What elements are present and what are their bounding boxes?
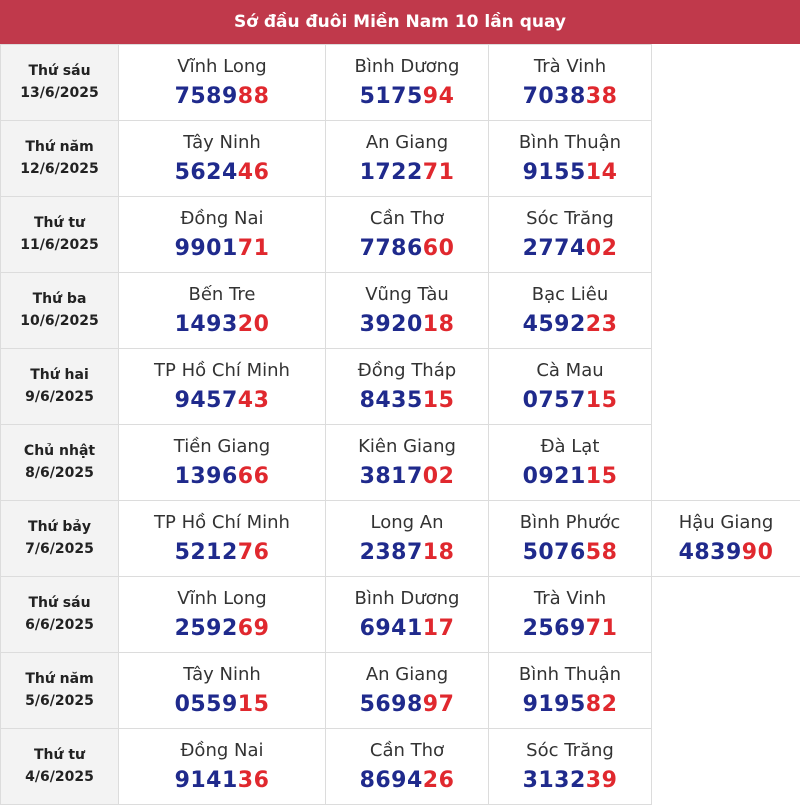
number-tail-digits: 02	[422, 463, 455, 489]
province-result-cell	[326, 349, 489, 425]
number-tail-digits: 15	[237, 691, 270, 717]
winning-number	[326, 385, 488, 417]
province-result-cell	[326, 425, 489, 501]
winning-number	[489, 689, 651, 721]
winning-number	[489, 765, 651, 797]
winning-number	[326, 461, 488, 493]
weekday-label: Thứ tư	[33, 746, 86, 763]
draw-date-cell	[1, 45, 119, 121]
winning-number	[326, 765, 488, 797]
draw-date-cell	[1, 197, 119, 273]
number-tail-digits: 82	[585, 691, 618, 717]
winning-number	[119, 765, 325, 797]
empty-cell	[652, 425, 800, 501]
number-head-digits: 0921	[522, 463, 586, 489]
province-name: Trà Vinh	[533, 587, 607, 609]
weekday-label: Thứ sáu	[28, 62, 91, 79]
empty-cell	[652, 577, 800, 653]
number-tail-digits: 39	[585, 767, 618, 793]
province-name: Vĩnh Long	[177, 587, 267, 609]
table-title-bar	[0, 0, 800, 44]
number-head-digits: 6941	[359, 615, 423, 641]
province-result-cell	[119, 729, 326, 805]
number-tail-digits: 15	[585, 463, 618, 489]
number-head-digits: 4839	[678, 539, 742, 565]
number-tail-digits: 88	[237, 83, 270, 109]
number-head-digits: 1722	[359, 159, 423, 185]
number-tail-digits: 36	[237, 767, 270, 793]
number-tail-digits: 18	[422, 539, 455, 565]
draw-date: 13/6/2025	[20, 84, 99, 101]
number-tail-digits: 76	[237, 539, 270, 565]
province-result-cell	[489, 121, 652, 197]
page-title: Sớ đầu đuôi Miền Nam 10 lần quay	[233, 12, 567, 32]
table-row	[1, 729, 800, 805]
province-name: Bình Thuận	[518, 131, 622, 153]
winning-number	[119, 309, 325, 341]
draw-date-cell	[1, 121, 119, 197]
winning-number	[489, 157, 651, 189]
number-tail-digits: 15	[585, 387, 618, 413]
number-tail-digits: 20	[237, 311, 270, 337]
province-name: Trà Vinh	[533, 55, 607, 77]
winning-number	[326, 157, 488, 189]
number-tail-digits: 94	[422, 83, 455, 109]
weekday-label: Thứ năm	[25, 138, 94, 155]
province-result-cell	[326, 121, 489, 197]
number-head-digits: 3920	[359, 311, 423, 337]
draw-date: 10/6/2025	[20, 312, 99, 329]
number-tail-digits: 26	[422, 767, 455, 793]
number-head-digits: 8694	[359, 767, 423, 793]
number-head-digits: 5076	[522, 539, 586, 565]
province-name: Tiền Giang	[173, 435, 271, 457]
number-tail-digits: 15	[422, 387, 455, 413]
number-tail-digits: 43	[237, 387, 270, 413]
number-tail-digits: 58	[585, 539, 618, 565]
number-head-digits: 5175	[359, 83, 423, 109]
province-name: Cần Thơ	[369, 739, 445, 761]
empty-cell	[652, 273, 800, 349]
number-head-digits: 7589	[174, 83, 238, 109]
winning-number	[326, 689, 488, 721]
province-result-cell	[326, 197, 489, 273]
province-result-cell	[489, 501, 652, 577]
draw-date: 11/6/2025	[20, 236, 99, 253]
number-head-digits: 5698	[359, 691, 423, 717]
province-name: Tây Ninh	[183, 663, 261, 685]
draw-date: 6/6/2025	[25, 616, 94, 633]
province-name: Kiên Giang	[358, 435, 456, 457]
winning-number	[326, 309, 488, 341]
winning-number	[119, 81, 325, 113]
province-name: Long An	[370, 511, 444, 533]
weekday-label: Thứ năm	[25, 670, 94, 687]
province-result-cell	[652, 501, 800, 577]
province-name: Bình Thuận	[518, 663, 622, 685]
winning-number	[119, 461, 325, 493]
draw-date: 9/6/2025	[25, 388, 94, 405]
draw-date: 7/6/2025	[25, 540, 94, 557]
winning-number	[119, 537, 325, 569]
winning-number	[489, 461, 651, 493]
province-name: Cà Mau	[536, 359, 604, 381]
winning-number	[326, 613, 488, 645]
number-head-digits: 2774	[522, 235, 586, 261]
province-result-cell	[326, 653, 489, 729]
province-name: An Giang	[365, 131, 449, 153]
draw-date: 5/6/2025	[25, 692, 94, 709]
number-tail-digits: 97	[422, 691, 455, 717]
number-tail-digits: 18	[422, 311, 455, 337]
empty-cell	[652, 45, 800, 121]
winning-number	[119, 385, 325, 417]
province-result-cell	[489, 653, 652, 729]
province-name: Vũng Tàu	[365, 283, 449, 305]
number-head-digits: 9195	[522, 691, 586, 717]
province-result-cell	[489, 273, 652, 349]
winning-number	[119, 233, 325, 265]
weekday-label: Thứ bảy	[28, 518, 91, 535]
draw-date: 4/6/2025	[25, 768, 94, 785]
number-head-digits: 1396	[174, 463, 238, 489]
winning-number	[489, 81, 651, 113]
province-name: Bình Dương	[354, 587, 460, 609]
province-result-cell	[326, 501, 489, 577]
number-tail-digits: 46	[237, 159, 270, 185]
number-head-digits: 1493	[174, 311, 238, 337]
winning-number	[489, 233, 651, 265]
number-head-digits: 3817	[359, 463, 423, 489]
table-row	[1, 121, 800, 197]
winning-number	[119, 689, 325, 721]
winning-number	[489, 613, 651, 645]
number-tail-digits: 90	[741, 539, 774, 565]
draw-date: 8/6/2025	[25, 464, 94, 481]
number-tail-digits: 66	[237, 463, 270, 489]
province-result-cell	[119, 577, 326, 653]
number-head-digits: 3132	[522, 767, 586, 793]
results-table-body	[1, 45, 800, 805]
province-name: Bình Dương	[354, 55, 460, 77]
province-name: Sóc Trăng	[526, 739, 614, 761]
province-result-cell	[326, 45, 489, 121]
province-result-cell	[489, 45, 652, 121]
province-result-cell	[119, 121, 326, 197]
weekday-label: Thứ hai	[30, 366, 89, 383]
province-name: Đồng Nai	[180, 207, 264, 229]
table-row	[1, 45, 800, 121]
number-tail-digits: 71	[422, 159, 455, 185]
number-head-digits: 0559	[174, 691, 238, 717]
table-row	[1, 273, 800, 349]
province-result-cell	[119, 45, 326, 121]
winning-number	[119, 613, 325, 645]
weekday-label: Thứ ba	[32, 290, 87, 307]
number-tail-digits: 60	[422, 235, 455, 261]
draw-date-cell	[1, 425, 119, 501]
draw-date-cell	[1, 273, 119, 349]
number-head-digits: 5212	[174, 539, 238, 565]
number-head-digits: 2592	[174, 615, 238, 641]
winning-number	[119, 157, 325, 189]
number-head-digits: 4592	[522, 311, 586, 337]
table-row	[1, 197, 800, 273]
province-result-cell	[119, 273, 326, 349]
number-tail-digits: 17	[422, 615, 455, 641]
number-tail-digits: 23	[585, 311, 618, 337]
province-result-cell	[119, 349, 326, 425]
empty-cell	[652, 653, 800, 729]
weekday-label: Chủ nhật	[23, 442, 96, 459]
province-name: Hậu Giang	[678, 511, 774, 533]
province-name: Đà Lạt	[540, 435, 600, 457]
province-name: TP Hồ Chí Minh	[154, 511, 290, 533]
number-head-digits: 7786	[359, 235, 423, 261]
winning-number	[326, 233, 488, 265]
winning-number	[326, 81, 488, 113]
number-head-digits: 9141	[174, 767, 238, 793]
lottery-results-table	[0, 44, 800, 805]
province-result-cell	[489, 577, 652, 653]
province-name: Tây Ninh	[183, 131, 261, 153]
winning-number	[652, 537, 800, 569]
empty-cell	[652, 121, 800, 197]
number-tail-digits: 69	[237, 615, 270, 641]
province-result-cell	[489, 729, 652, 805]
number-head-digits: 2569	[522, 615, 586, 641]
table-row	[1, 577, 800, 653]
winning-number	[489, 385, 651, 417]
table-row	[1, 425, 800, 501]
province-result-cell	[489, 197, 652, 273]
number-tail-digits: 02	[585, 235, 618, 261]
province-result-cell	[326, 577, 489, 653]
weekday-label: Thứ tư	[33, 214, 86, 231]
draw-date-cell	[1, 501, 119, 577]
province-name: Bến Tre	[188, 283, 256, 305]
province-result-cell	[119, 501, 326, 577]
province-name: TP Hồ Chí Minh	[154, 359, 290, 381]
winning-number	[326, 537, 488, 569]
number-head-digits: 2387	[359, 539, 423, 565]
number-head-digits: 9457	[174, 387, 238, 413]
number-head-digits: 5624	[174, 159, 238, 185]
province-name: Đồng Nai	[180, 739, 264, 761]
province-name: An Giang	[365, 663, 449, 685]
number-tail-digits: 14	[585, 159, 618, 185]
table-row	[1, 349, 800, 425]
number-head-digits: 9901	[174, 235, 238, 261]
draw-date-cell	[1, 729, 119, 805]
province-result-cell	[326, 729, 489, 805]
empty-cell	[652, 729, 800, 805]
draw-date-cell	[1, 653, 119, 729]
draw-date: 12/6/2025	[20, 160, 99, 177]
province-result-cell	[119, 425, 326, 501]
number-tail-digits: 38	[585, 83, 618, 109]
weekday-label: Thứ sáu	[28, 594, 91, 611]
number-head-digits: 7038	[522, 83, 586, 109]
draw-date-cell	[1, 349, 119, 425]
empty-cell	[652, 349, 800, 425]
province-name: Bình Phước	[519, 511, 621, 533]
number-tail-digits: 71	[237, 235, 270, 261]
number-head-digits: 9155	[522, 159, 586, 185]
province-result-cell	[119, 197, 326, 273]
province-result-cell	[489, 349, 652, 425]
province-result-cell	[119, 653, 326, 729]
winning-number	[489, 309, 651, 341]
province-name: Vĩnh Long	[177, 55, 267, 77]
province-name: Đồng Tháp	[357, 359, 457, 381]
province-name: Bạc Liêu	[531, 283, 609, 305]
province-name: Cần Thơ	[369, 207, 445, 229]
winning-number	[489, 537, 651, 569]
province-name: Sóc Trăng	[526, 207, 614, 229]
province-result-cell	[489, 425, 652, 501]
empty-cell	[652, 197, 800, 273]
draw-date-cell	[1, 577, 119, 653]
table-row	[1, 501, 800, 577]
number-head-digits: 0757	[522, 387, 586, 413]
number-head-digits: 8435	[359, 387, 423, 413]
table-row	[1, 653, 800, 729]
province-result-cell	[326, 273, 489, 349]
number-tail-digits: 71	[585, 615, 618, 641]
